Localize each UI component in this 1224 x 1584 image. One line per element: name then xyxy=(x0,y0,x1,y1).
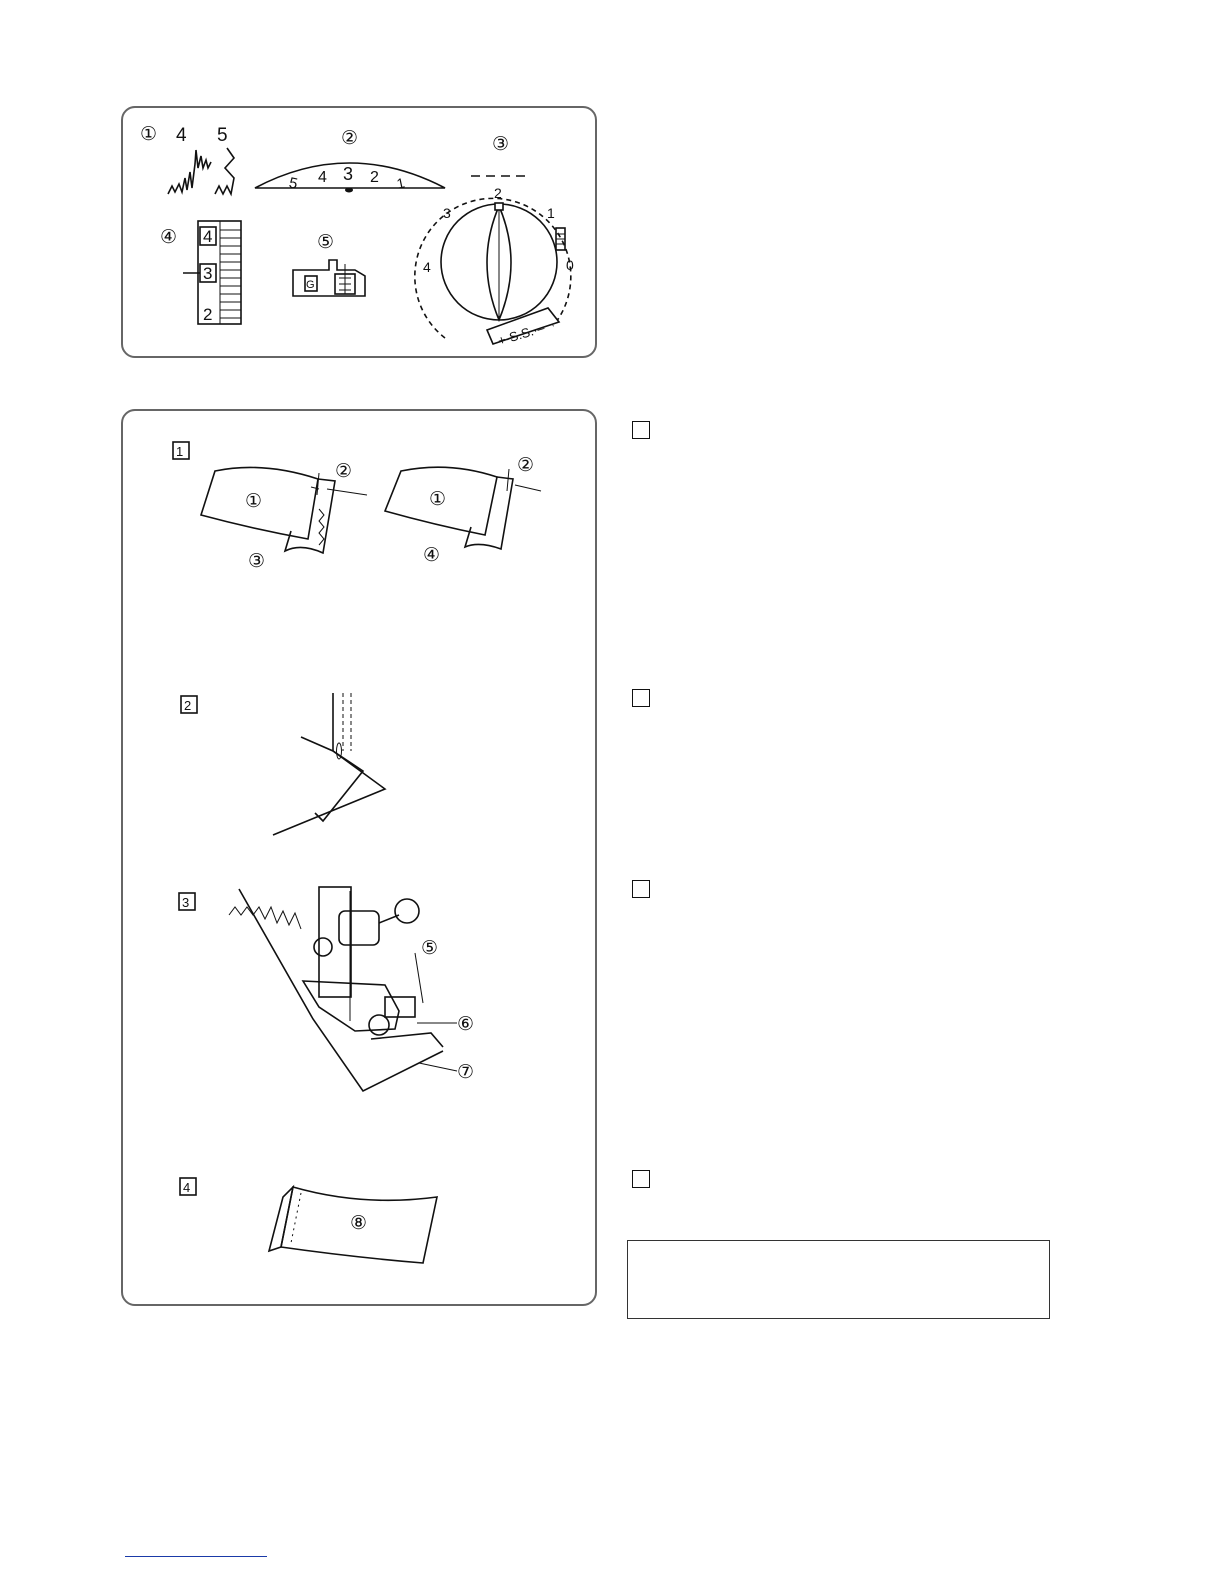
figure-2-label: 2 xyxy=(184,698,192,713)
blind-hem-pattern-4-icon xyxy=(168,150,211,194)
fabric-label-2: ① xyxy=(429,489,447,510)
settings-panel xyxy=(121,106,597,358)
fold-fabric-illustration xyxy=(273,693,385,835)
tension-scale-2: 2 xyxy=(203,305,213,324)
length-mark-3: 3 xyxy=(443,205,451,221)
length-mark-0: 0 xyxy=(566,257,574,273)
figure-1-label: 1 xyxy=(176,444,184,459)
fabric-fine-illustration xyxy=(385,467,541,549)
step-marker-2 xyxy=(632,689,650,707)
step-marker-4 xyxy=(632,1170,650,1188)
settings-illustration xyxy=(123,108,599,360)
pattern-callout: ① xyxy=(140,124,158,145)
pattern-number-4: 4 xyxy=(176,125,187,146)
step-marker-1 xyxy=(632,421,650,439)
fine-fabric-label: ④ xyxy=(423,545,441,566)
width-pointer xyxy=(345,188,353,193)
margin-label-2: ② xyxy=(517,455,535,476)
steps-illustration xyxy=(123,411,599,1308)
length-mark-1: 1 xyxy=(547,205,555,221)
width-scale-1: 1 xyxy=(395,174,407,192)
fold-label: ⑦ xyxy=(457,1062,475,1083)
width-scale-5: 5 xyxy=(287,174,300,193)
tension-callout: ④ xyxy=(160,227,178,248)
result-label: ⑧ xyxy=(350,1213,368,1234)
blind-hem-foot-icon xyxy=(293,260,365,296)
width-scale-3: 3 xyxy=(343,164,354,184)
width-scale-2: 2 xyxy=(370,169,379,186)
blind-hem-pattern-5-icon xyxy=(215,148,234,194)
width-callout: ② xyxy=(341,128,359,149)
length-mark-2: 2 xyxy=(494,185,502,201)
foot-letter: G xyxy=(306,279,315,291)
ss-label: +·S.S.·– xyxy=(496,320,547,349)
step-marker-3 xyxy=(632,880,650,898)
guide-label: ⑤ xyxy=(421,938,439,959)
screw-label: ⑥ xyxy=(457,1014,475,1035)
footer-rule xyxy=(125,1556,267,1557)
figure-3-label: 3 xyxy=(182,895,190,910)
length-callout: ③ xyxy=(492,134,510,155)
presser-foot-sewing-illustration xyxy=(229,887,443,1091)
width-scale-4: 4 xyxy=(318,169,327,186)
tension-scale-3: 3 xyxy=(203,264,213,283)
heavy-fabric-label: ③ xyxy=(248,551,266,572)
margin-label-1: ② xyxy=(335,461,353,482)
tension-scale-4: 4 xyxy=(203,227,213,246)
steps-panel xyxy=(121,409,597,1306)
tension-ticks xyxy=(220,230,241,318)
fabric-label-1: ① xyxy=(245,491,263,512)
foot-callout: ⑤ xyxy=(317,232,335,253)
figure-4-label: 4 xyxy=(183,1180,191,1195)
note-box xyxy=(627,1240,1050,1319)
pattern-number-5: 5 xyxy=(217,125,228,146)
length-mark-4: 4 xyxy=(423,259,431,275)
